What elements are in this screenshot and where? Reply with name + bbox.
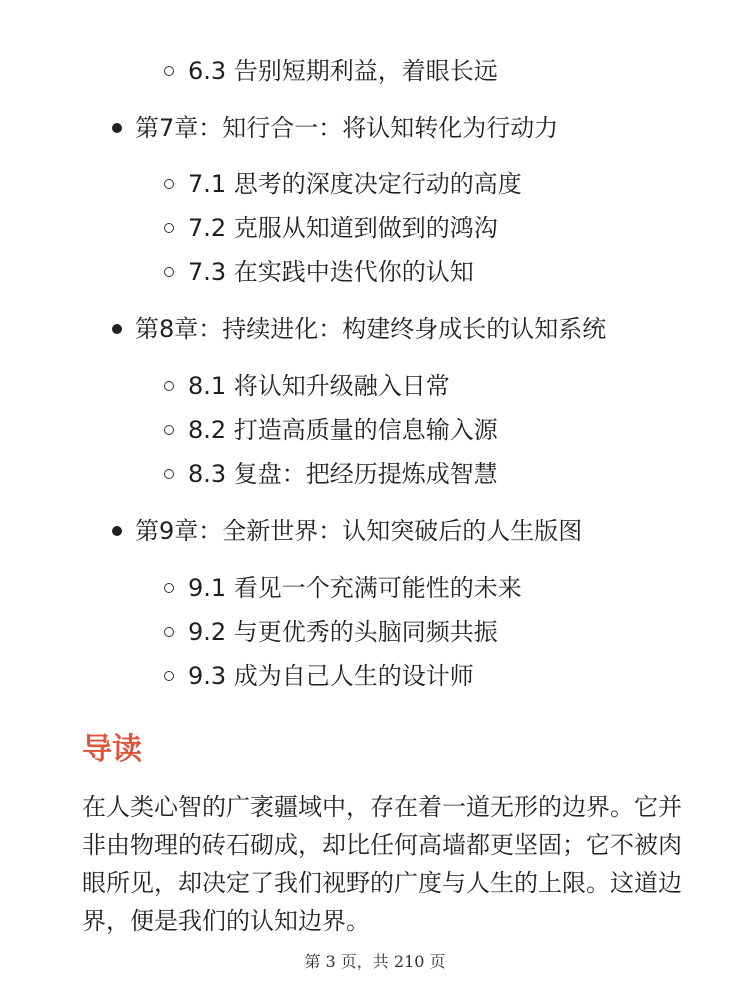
toc-section-7-1[interactable]: 7.1 思考的深度决定行动的高度 — [188, 170, 522, 198]
toc-section-9-3[interactable]: 9.3 成为自己人生的设计师 — [188, 662, 474, 690]
toc-section-7-3[interactable]: 7.3 在实践中迭代你的认知 — [188, 258, 474, 286]
toc-section-8-2[interactable]: 8.2 打造高质量的信息输入源 — [188, 416, 498, 444]
toc-chapter-9[interactable]: 第9章：全新世界：认知突破后的人生版图 — [135, 517, 583, 545]
toc-section-7-2[interactable]: 7.2 克服从知道到做到的鸿沟 — [188, 214, 498, 242]
toc-section-9-2[interactable]: 9.2 与更优秀的头脑同频共振 — [188, 618, 498, 646]
toc-section-6-3[interactable]: 6.3 告别短期利益，着眼长远 — [188, 57, 498, 85]
toc-section-8-1[interactable]: 8.1 将认知升级融入日常 — [188, 372, 450, 400]
toc-section-8-3[interactable]: 8.3 复盘：把经历提炼成智慧 — [188, 460, 498, 488]
toc-chapter-8[interactable]: 第8章：持续进化：构建终身成长的认知系统 — [135, 315, 607, 343]
toc-section-9-1[interactable]: 9.1 看见一个充满可能性的未来 — [188, 574, 522, 602]
page-number-footer: 第 3 页，共 210 页 — [304, 952, 446, 971]
toc-chapter-7[interactable]: 第7章：知行合一：将认知转化为行动力 — [135, 114, 559, 142]
intro-heading: 导读 — [82, 732, 142, 767]
intro-paragraph: 在人类心智的广袤疆域中，存在着一道无形的边界。它并非由物理的砖石砌成，却比任何高墙都更坚固；它不被肉眼所见，却决定了我们视野的广度与人生的上限。这道边界，便是我们的认知边界。 — [82, 793, 682, 935]
